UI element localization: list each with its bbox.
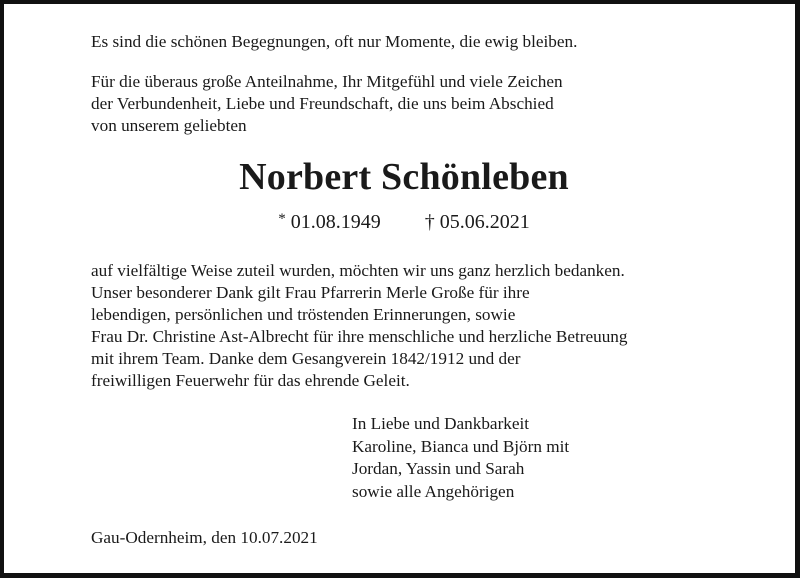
thanks-line: mit ihrem Team. Danke dem Gesangverein 1842/1912 und der — [91, 349, 521, 368]
place-and-date: Gau-Odernheim, den 10.07.2021 — [91, 528, 318, 547]
opening-line: Für die überaus große Anteilnahme, Ihr Mitgefühl und viele Zeichen — [91, 72, 563, 91]
death-cross-icon: † — [424, 211, 435, 233]
thanks-line: freiwilligen Feuerwehr für das ehrende Geleit. — [91, 371, 410, 390]
signature-line: sowie alle Angehörigen — [352, 481, 515, 501]
signature-line: In Liebe und Dankbarkeit — [352, 414, 530, 433]
intro-quote: Es sind die schönen Begegnungen, oft nur Momente, die ewig bleiben. — [91, 32, 578, 51]
opening-line: von unserem geliebten — [91, 116, 247, 135]
thanks-line: Frau Dr. Christine Ast-Albrecht für ihre menschliche und herzliche Betreuung — [91, 327, 628, 346]
thanks-line: Unser besonderer Dank gilt Frau Pfarrerin Merle Große für ihre — [91, 283, 530, 302]
signature-block — [352, 413, 569, 503]
opening-paragraph — [91, 71, 563, 137]
opening-line: der Verbundenheit, Liebe und Freundschaft, die uns beim Abschied — [91, 94, 554, 113]
signature-line: Jordan, Yassin und Sarah — [352, 459, 525, 478]
signature-line: Karoline, Bianca und Björn mit — [352, 436, 570, 456]
birth-date: 01.08.1949 — [290, 211, 381, 233]
life-dates — [4, 206, 800, 235]
thanks-line: lebendigen, persönlichen und tröstenden Erinnerungen, sowie — [91, 305, 516, 324]
death-date: 05.06.2021 — [439, 211, 530, 233]
birth-star-icon: * — [278, 211, 286, 227]
thanks-line: auf vielfältige Weise zuteil wurden, möchten wir uns ganz herzlich bedanken. — [91, 261, 625, 280]
thanks-paragraph — [91, 260, 627, 392]
deceased-name: Norbert Schönleben — [239, 156, 569, 198]
